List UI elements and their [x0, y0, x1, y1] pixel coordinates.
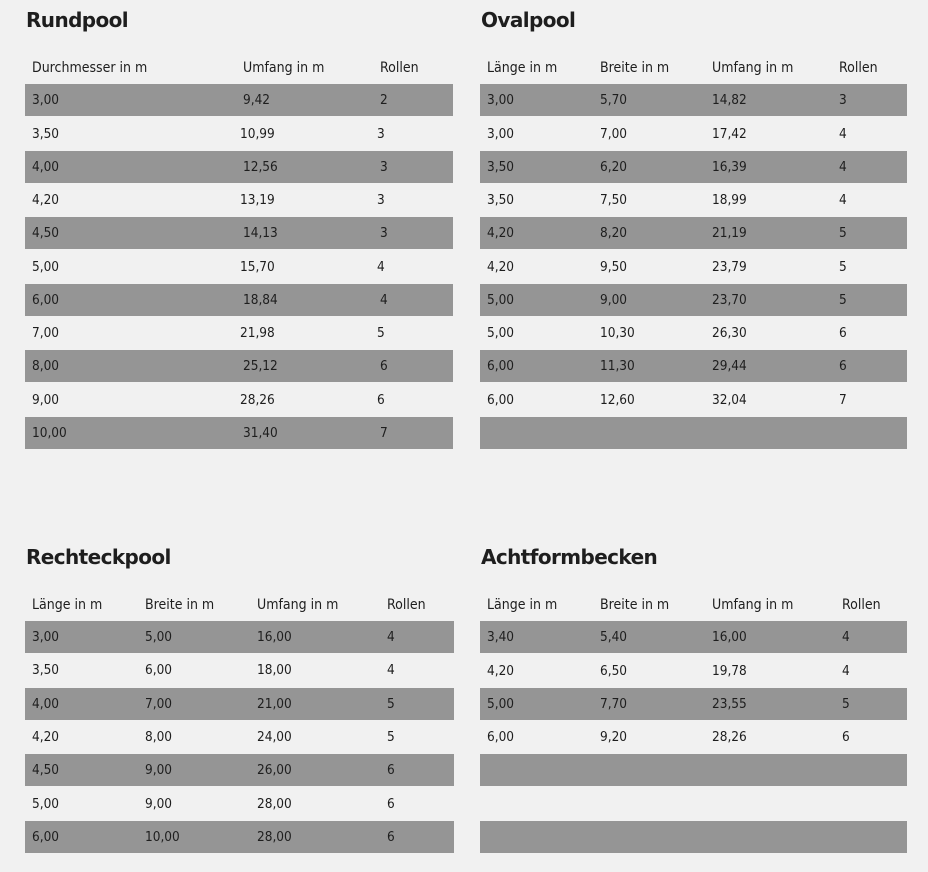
table-row	[480, 821, 907, 853]
table-cell: 16,00	[712, 629, 747, 645]
table-cell: 4,50	[32, 225, 60, 241]
table-cell: 4	[842, 663, 850, 679]
table-cell: 17,42	[712, 126, 747, 142]
table-cell: 6,00	[487, 392, 515, 408]
table-row	[480, 417, 907, 449]
ovalpool-table	[480, 52, 907, 449]
table-row	[25, 184, 453, 216]
table-row	[480, 217, 907, 249]
column-header: Länge in m	[487, 60, 558, 76]
table-row	[480, 384, 907, 416]
table-cell: 6,00	[32, 829, 60, 845]
table-cell: 16,00	[257, 629, 292, 645]
table-row	[480, 721, 907, 753]
table-cell: 3	[377, 192, 385, 208]
table-cell: 7,50	[600, 192, 628, 208]
table-cell: 32,04	[712, 392, 747, 408]
table-cell: 4	[839, 159, 847, 175]
table-cell: 6	[377, 392, 385, 408]
table-cell: 5,70	[600, 92, 628, 108]
table-cell: 6	[839, 358, 847, 374]
table-cell: 3	[839, 92, 847, 108]
table-row	[480, 251, 907, 283]
table-cell: 26,00	[257, 762, 292, 778]
table-cell: 7,70	[600, 696, 628, 712]
table-cell: 13,19	[240, 192, 275, 208]
table-cell: 10,99	[240, 126, 275, 142]
table-cell: 3,50	[487, 192, 515, 208]
column-header: Länge in m	[487, 597, 558, 613]
table-cell: 10,30	[600, 325, 635, 341]
table-cell: 3,00	[32, 92, 60, 108]
table-cell: 28,00	[257, 796, 292, 812]
column-header: Umfang in m	[712, 60, 794, 76]
table-cell: 12,56	[243, 159, 278, 175]
table-cell: 28,26	[240, 392, 275, 408]
table-cell: 3,50	[487, 159, 515, 175]
table-cell: 31,40	[243, 425, 278, 441]
achtformbecken-title: Achtformbecken	[481, 545, 658, 569]
rechteckpool-header-row	[25, 589, 454, 621]
table-cell: 11,30	[600, 358, 635, 374]
rundpool-title: Rundpool	[26, 8, 129, 32]
table-row	[25, 417, 453, 449]
table-cell: 9,00	[145, 796, 173, 812]
table-cell: 3,50	[32, 126, 60, 142]
table-cell: 5,00	[487, 696, 515, 712]
table-cell: 5,00	[487, 292, 515, 308]
table-row	[480, 754, 907, 786]
table-cell: 4,20	[32, 729, 60, 745]
table-row	[480, 788, 907, 820]
table-cell: 5,40	[600, 629, 628, 645]
table-cell: 4	[380, 292, 388, 308]
table-cell: 4	[842, 629, 850, 645]
table-row	[25, 84, 453, 116]
table-cell: 10,00	[32, 425, 67, 441]
column-header: Breite in m	[600, 60, 670, 76]
table-cell: 23,70	[712, 292, 747, 308]
table-cell: 5	[842, 696, 850, 712]
rechteckpool-section	[25, 545, 454, 857]
table-cell: 4,20	[487, 259, 515, 275]
table-cell: 24,00	[257, 729, 292, 745]
column-header: Länge in m	[32, 597, 103, 613]
table-cell: 6	[380, 358, 388, 374]
table-cell: 18,00	[257, 662, 292, 678]
table-cell: 18,99	[712, 192, 747, 208]
table-cell: 8,00	[145, 729, 173, 745]
table-cell: 6	[387, 829, 395, 845]
table-cell: 4,50	[32, 762, 60, 778]
table-cell: 7	[380, 425, 388, 441]
column-header: Rollen	[839, 60, 878, 76]
table-row	[25, 721, 454, 753]
table-row	[480, 655, 907, 687]
table-cell: 5	[839, 292, 847, 308]
table-cell: 5	[387, 729, 395, 745]
table-cell: 6,00	[487, 729, 515, 745]
table-cell: 4,20	[487, 663, 515, 679]
table-cell: 4	[839, 126, 847, 142]
table-cell: 6,00	[32, 292, 60, 308]
table-row	[480, 317, 907, 349]
table-cell: 28,00	[257, 829, 292, 845]
column-header: Umfang in m	[243, 60, 325, 76]
table-cell: 3,50	[32, 662, 60, 678]
table-row	[25, 284, 453, 316]
table-cell: 6	[387, 796, 395, 812]
table-cell: 3,40	[487, 629, 515, 645]
column-header: Durchmesser in m	[32, 60, 148, 76]
table-cell: 5,00	[32, 796, 60, 812]
table-cell: 4,00	[32, 159, 60, 175]
table-row	[25, 821, 454, 853]
table-row	[25, 151, 453, 183]
table-row	[480, 621, 907, 653]
column-header: Rollen	[380, 60, 419, 76]
table-cell: 6	[839, 325, 847, 341]
table-cell: 5,00	[487, 325, 515, 341]
table-cell: 3,00	[487, 92, 515, 108]
table-cell: 2	[380, 92, 388, 108]
table-cell: 21,98	[240, 325, 275, 341]
table-cell: 4	[839, 192, 847, 208]
table-cell: 6,50	[600, 663, 628, 679]
table-cell: 9,42	[243, 92, 271, 108]
achtformbecken-header-row	[480, 589, 907, 621]
table-cell: 5	[839, 225, 847, 241]
table-cell: 23,79	[712, 259, 747, 275]
table-row	[25, 251, 453, 283]
table-cell: 4,20	[487, 225, 515, 241]
table-cell: 5	[377, 325, 385, 341]
table-cell: 3	[380, 225, 388, 241]
table-cell: 9,50	[600, 259, 628, 275]
column-header: Umfang in m	[712, 597, 794, 613]
table-cell: 7,00	[32, 325, 60, 341]
table-cell: 19,78	[712, 663, 747, 679]
rechteckpool-table	[25, 589, 454, 853]
column-header: Breite in m	[145, 597, 215, 613]
table-row	[25, 788, 454, 820]
table-cell: 29,44	[712, 358, 747, 374]
table-row	[480, 350, 907, 382]
table-cell: 9,00	[32, 392, 60, 408]
table-cell: 6,00	[145, 662, 173, 678]
table-cell: 14,82	[712, 92, 747, 108]
table-cell: 12,60	[600, 392, 635, 408]
table-cell: 21,19	[712, 225, 747, 241]
table-cell: 25,12	[243, 358, 278, 374]
table-row	[25, 654, 454, 686]
table-cell: 26,30	[712, 325, 747, 341]
table-cell: 6,20	[600, 159, 628, 175]
table-cell: 15,70	[240, 259, 275, 275]
rundpool-table	[25, 52, 453, 449]
table-cell: 4,20	[32, 192, 60, 208]
table-cell: 10,00	[145, 829, 180, 845]
ovalpool-title: Ovalpool	[481, 8, 576, 32]
table-cell: 8,00	[32, 358, 60, 374]
ovalpool-section	[480, 8, 907, 452]
table-cell: 9,20	[600, 729, 628, 745]
table-cell: 3	[380, 159, 388, 175]
table-cell: 4	[387, 629, 395, 645]
table-row	[480, 688, 907, 720]
table-cell: 5	[839, 259, 847, 275]
table-row	[480, 118, 907, 150]
table-cell: 4	[387, 662, 395, 678]
ovalpool-header-row	[480, 52, 907, 84]
table-cell: 6	[387, 762, 395, 778]
table-cell: 16,39	[712, 159, 747, 175]
table-cell: 9,00	[145, 762, 173, 778]
table-row	[25, 217, 453, 249]
table-cell: 6,00	[487, 358, 515, 374]
table-cell: 23,55	[712, 696, 747, 712]
achtformbecken-section	[480, 545, 907, 857]
column-header: Umfang in m	[257, 597, 339, 613]
table-cell: 4,00	[32, 696, 60, 712]
table-cell: 7,00	[600, 126, 628, 142]
table-cell: 5	[387, 696, 395, 712]
column-header: Breite in m	[600, 597, 670, 613]
table-cell: 3,00	[487, 126, 515, 142]
table-row	[480, 284, 907, 316]
table-cell: 5,00	[145, 629, 173, 645]
table-cell: 3,00	[32, 629, 60, 645]
table-cell: 6	[842, 729, 850, 745]
column-header: Rollen	[387, 597, 426, 613]
table-row	[25, 118, 453, 150]
table-cell: 7	[839, 392, 847, 408]
table-cell: 21,00	[257, 696, 292, 712]
table-cell: 8,20	[600, 225, 628, 241]
table-cell: 4	[377, 259, 385, 275]
table-row	[480, 184, 907, 216]
table-cell: 5,00	[32, 259, 60, 275]
table-row	[480, 84, 907, 116]
rundpool-header-row	[25, 52, 453, 84]
table-row	[25, 350, 453, 382]
table-row	[25, 621, 454, 653]
table-cell: 9,00	[600, 292, 628, 308]
table-cell: 7,00	[145, 696, 173, 712]
rundpool-section	[25, 8, 453, 452]
table-row	[25, 754, 454, 786]
table-cell: 14,13	[243, 225, 278, 241]
table-row	[25, 688, 454, 720]
table-row	[25, 317, 453, 349]
rechteckpool-title: Rechteckpool	[26, 545, 171, 569]
table-cell: 3	[377, 126, 385, 142]
table-cell: 18,84	[243, 292, 278, 308]
table-row	[480, 151, 907, 183]
column-header: Rollen	[842, 597, 881, 613]
table-row	[25, 384, 453, 416]
table-cell: 28,26	[712, 729, 747, 745]
achtformbecken-table	[480, 589, 907, 853]
